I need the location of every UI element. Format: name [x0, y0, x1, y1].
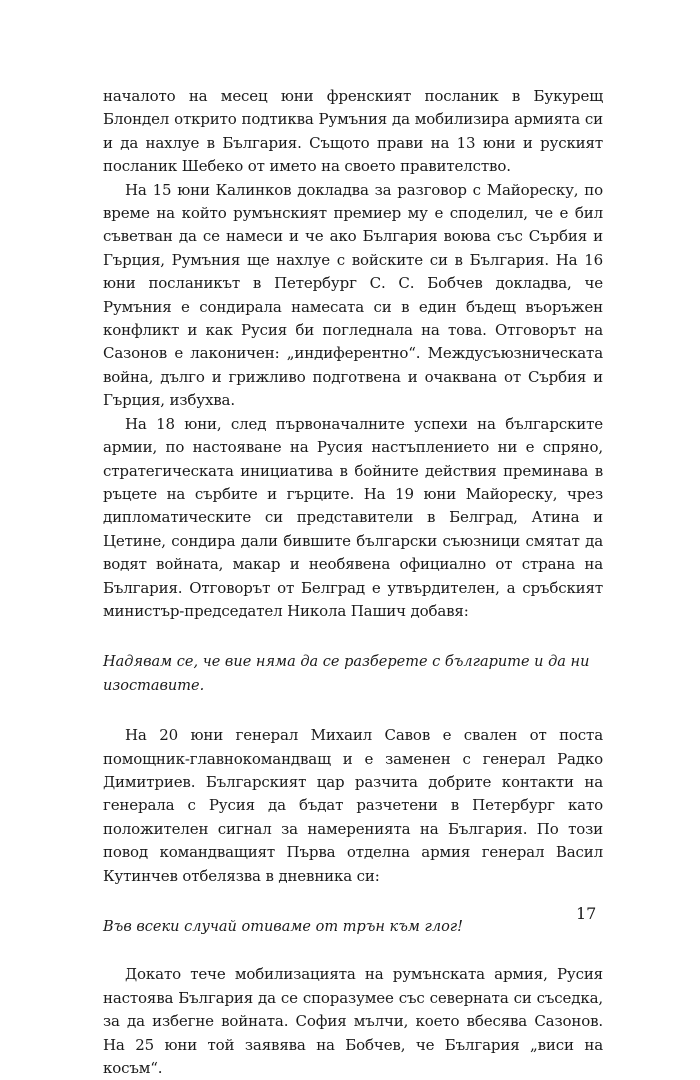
paragraph-5: Докато тече мобилизацията на румънската армия, Русия настоява България да се споразумее със северната си съседка, за да избегне войната. София мълчи, което вбесява Сазонов. На 25 юни той заявява на Бобчев, че България „виси на косъм“.: [103, 965, 603, 1078]
paragraph-2: На 15 юни Калинков докладва за разговор с Майореску, по време на който румънският премиер му е споделил, че е бил съветван да се намеси и че ако България воюва със Сърбия и Гърция, Румъния ще нахлуе с войските си в България. На 16 юни посланикът в Петербург С. С. Бобчев докладва, че Румъния е сондирала намесата си в един бъдещ въоръжен конфликт и как Русия би погледнала на това. Отговорът на Сазонов е лаконичен: „индиферентно“. Междусъюзническата война, дълго и грижливо подготвена и очаквана от Сърбия и Гърция, избухва.: [103, 180, 603, 410]
paragraph-1: началото на месец юни френският посланик в Букурещ Блондел открито подтиква Румъния да мобилизира армията си и да нахлуе в България. Същото прави на 13 юни и руският посланик Шебеко от името на своето правителство.: [103, 87, 603, 176]
paragraph-3: На 18 юни, след първоначалните успехи на българските армии, по настояване на Русия настъплението ни е спряно, стратегическата инициатива в бойните действия преминава в ръцете на сърбите и гърците. На 19 юни Майореску, чрез дипломатическите си представители в Белград, Атина и Цетине, сондира дали бившите български съюзници смятат да водят войната, макар и необявена официално от страна на България. Отговорът от Белград е утвърдителен, а сръбският министър-председател Никола Пашич добавя:: [103, 414, 603, 620]
quote-pasic: Надявам се, че вие няма да се разберете с българите и да ни изоставите.: [103, 654, 590, 694]
paragraph-4: На 20 юни генерал Михаил Савов е свален от поста помощник-главнокомандващ и е заменен с генерал Радко Димитриев. Българският цар разчита добрите контакти на генерала с Русия да бъдат разчетени в Петербург като положителен сигнал за намеренията на България. По този повод командващият Първа отделна армия генерал Васил Кутинчев отбелязва в дневника си:: [103, 726, 603, 885]
page-number: 17: [576, 904, 597, 923]
quote-kutinchev: Във всеки случай отиваме от трън към глог!: [103, 919, 463, 935]
page-body: [103, 85, 603, 1080]
